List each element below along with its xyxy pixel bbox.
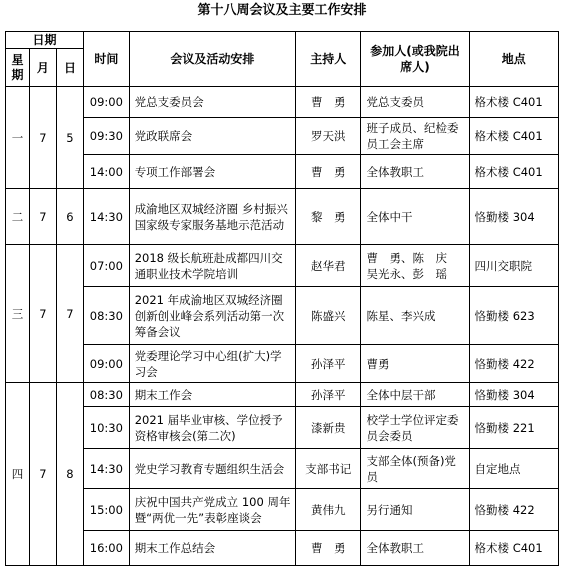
time-cell: 08:30 [83,383,129,407]
date-group-header: 日期 [6,32,84,49]
agenda-cell: 党政联席会 [129,118,295,155]
host-cell: 罗天洪 [295,118,360,155]
time-cell: 09:00 [83,345,129,383]
table-row [6,87,559,118]
agenda-cell: 庆祝中国共产党成立 100 周年暨“两优一先”表彰座谈会 [129,489,295,531]
attendees-cell: 支部全体(预备)党员 [361,449,469,489]
time-cell: 09:00 [83,87,129,118]
attendees-cell: 校学士学位评定委员会委员 [361,407,469,449]
location-cell: 恪勤楼 221 [469,407,558,449]
location-cell: 格术楼 C401 [469,155,558,189]
schedule-table [5,31,559,566]
host-cell: 支部书记 [295,449,360,489]
host-cell: 孙泽平 [295,383,360,407]
month-header: 月 [29,49,56,87]
host-cell: 黎 勇 [295,189,360,245]
location-cell: 格术楼 C401 [469,118,558,155]
attendees-cell: 全体教职工 [361,531,469,566]
location-cell: 恪勤楼 422 [469,345,558,383]
agenda-cell: 2018 级长航班赴成都四川交通职业技术学院培训 [129,245,295,287]
location-cell: 恪勤楼 623 [469,287,558,345]
agenda-cell: 专项工作部署会 [129,155,295,189]
page-title: 第十八周会议及主要工作安排 [197,3,367,18]
day-cell: 7 [56,245,83,383]
table-row [6,189,559,245]
location-cell: 四川交职院 [469,245,558,287]
day-cell: 6 [56,189,83,245]
host-cell: 孙泽平 [295,345,360,383]
time-cell: 08:30 [83,287,129,345]
schedule-body [6,87,559,566]
attendees-cell: 班子成员、纪检委员工会主席 [361,118,469,155]
weekday-cell: 二 [6,189,30,245]
agenda-cell: 党委理论学习中心组(扩大)学习会 [129,345,295,383]
month-cell: 7 [29,245,56,383]
attendees-cell: 陈星、李兴成 [361,287,469,345]
location-cell: 格术楼 C401 [469,531,558,566]
agenda-cell: 党史学习教育专题组织生活会 [129,449,295,489]
table-row [6,489,559,531]
day-header: 日 [56,49,83,87]
table-row [6,531,559,566]
host-cell: 曹 勇 [295,531,360,566]
table-row [6,449,559,489]
month-cell: 7 [29,87,56,189]
table-row [6,345,559,383]
attendees-cell: 曹勇 [361,345,469,383]
agenda-cell: 2021 届毕业审核、学位授予资格审核会(第二次) [129,407,295,449]
host-cell: 曹 勇 [295,87,360,118]
agenda-cell: 期末工作总结会 [129,531,295,566]
attendees-cell: 曹 勇、陈 庆 吴光永、彭 瑶 [361,245,469,287]
time-cell: 14:30 [83,189,129,245]
location-cell: 自定地点 [469,449,558,489]
agenda-header: 会议及活动安排 [129,32,295,87]
time-cell: 14:30 [83,449,129,489]
host-cell: 赵华君 [295,245,360,287]
attendees-cell: 全体教职工 [361,155,469,189]
host-cell: 黄伟九 [295,489,360,531]
day-cell: 5 [56,87,83,189]
time-cell: 10:30 [83,407,129,449]
host-cell: 漆新贵 [295,407,360,449]
time-cell: 15:00 [83,489,129,531]
weekday-cell: 四 [6,383,30,566]
table-row [6,245,559,287]
agenda-cell: 期末工作会 [129,383,295,407]
attendees-header: 参加人(或我院出席人) [361,32,469,87]
attendees-cell: 全体中层干部 [361,383,469,407]
day-cell: 8 [56,383,83,566]
table-row [6,407,559,449]
time-cell: 16:00 [83,531,129,566]
host-cell: 陈盛兴 [295,287,360,345]
agenda-cell: 党总支委员会 [129,87,295,118]
location-header: 地点 [469,32,558,87]
weekday-cell: 三 [6,245,30,383]
agenda-cell: 成渝地区双城经济圈 乡村振兴国家级专家服务基地示范活动 [129,189,295,245]
weekday-header: 星期 [6,49,30,87]
table-row [6,383,559,407]
time-header: 时间 [83,32,129,87]
location-cell: 格术楼 C401 [469,87,558,118]
agenda-cell: 2021 年成渝地区双城经济圈创新创业峰会系列活动第一次筹备会议 [129,287,295,345]
host-header: 主持人 [295,32,360,87]
time-cell: 07:00 [83,245,129,287]
attendees-cell: 另行通知 [361,489,469,531]
table-row [6,155,559,189]
location-cell: 恪勤楼 304 [469,383,558,407]
time-cell: 09:30 [83,118,129,155]
month-cell: 7 [29,189,56,245]
attendees-cell: 党总支委员 [361,87,469,118]
month-cell: 7 [29,383,56,566]
attendees-cell: 全体中干 [361,189,469,245]
time-cell: 14:00 [83,155,129,189]
table-row [6,118,559,155]
host-cell: 曹 勇 [295,155,360,189]
location-cell: 恪勤楼 422 [469,489,558,531]
weekday-cell: 一 [6,87,30,189]
location-cell: 恪勤楼 304 [469,189,558,245]
table-row [6,287,559,345]
